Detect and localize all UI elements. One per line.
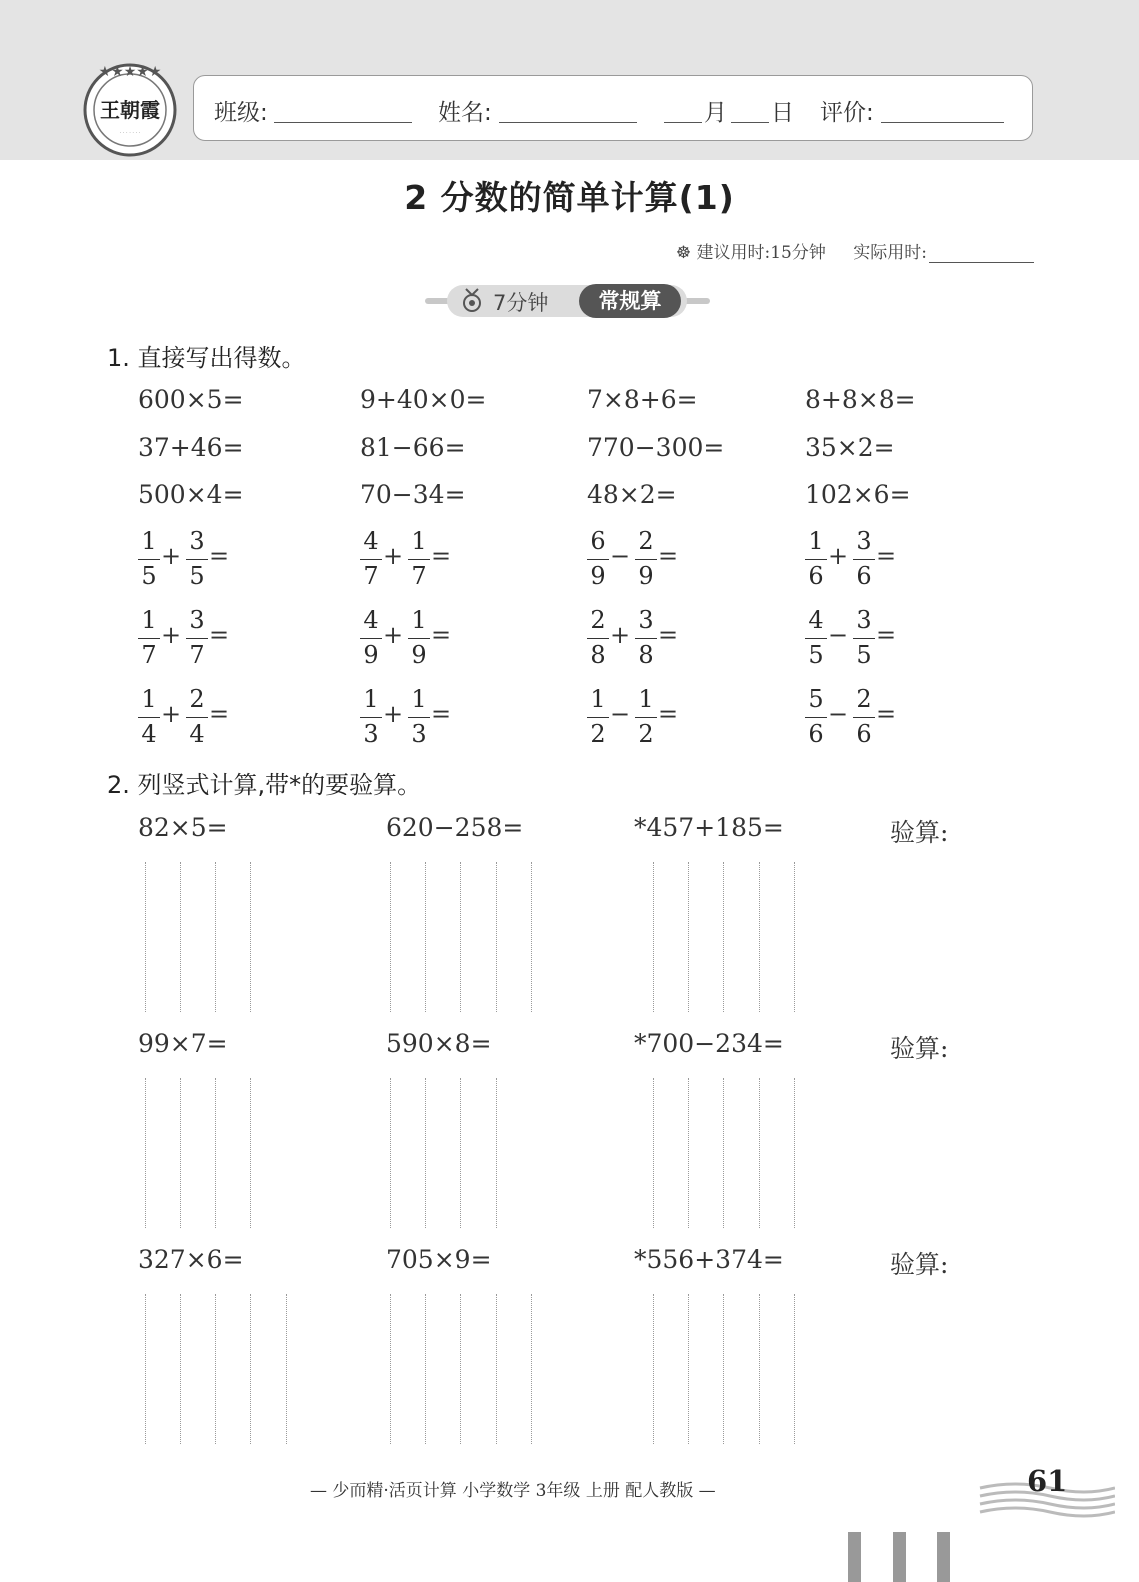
calc-grid-line [531, 862, 532, 1012]
denominator: 3 [363, 720, 379, 748]
numerator: 2 [638, 527, 654, 555]
check-label: 验算: [890, 818, 949, 847]
fraction-problem [359, 606, 469, 672]
vertical-problem: *556+374= [634, 1245, 784, 1274]
arith-problem: 9+40×0= [360, 385, 487, 414]
fraction-bar [408, 638, 430, 639]
calc-grid-line [425, 862, 426, 1012]
numerator: 4 [808, 606, 824, 634]
fraction-problem [586, 685, 696, 751]
denominator: 8 [590, 641, 606, 669]
vertical-problem: 99×7= [138, 1029, 228, 1058]
actual-time-blank[interactable] [929, 244, 1034, 263]
fraction-problem [804, 527, 914, 593]
denominator: 2 [590, 720, 606, 748]
fraction-bar [186, 717, 208, 718]
fraction-problem [137, 606, 247, 672]
calc-grid-line [496, 1078, 497, 1228]
calc-grid-line [460, 1078, 461, 1228]
fraction-bar [587, 559, 609, 560]
calc-grid-line [215, 1078, 216, 1228]
fraction [852, 606, 876, 671]
calc-grid-line [250, 1078, 251, 1228]
class-blank[interactable] [274, 122, 412, 123]
calc-grid-line [460, 1294, 461, 1444]
denominator: 5 [856, 641, 872, 669]
arith-problem: 500×4= [138, 480, 244, 509]
denominator: 5 [808, 641, 824, 669]
calc-grid-line [759, 862, 760, 1012]
calc-grid-line [653, 862, 654, 1012]
denominator: 7 [189, 641, 205, 669]
fraction-bar [186, 638, 208, 639]
fraction-problem [137, 685, 247, 751]
fraction [407, 527, 431, 592]
student-info-box [193, 75, 1033, 141]
equals-sign: = [431, 542, 452, 570]
equals-sign: = [658, 700, 679, 728]
calc-grid-line [653, 1294, 654, 1444]
fraction [359, 685, 383, 750]
operator: + [383, 700, 404, 728]
operator: + [383, 621, 404, 649]
calc-grid-line [653, 1078, 654, 1228]
fraction-bar [805, 717, 827, 718]
denominator: 6 [856, 720, 872, 748]
calc-grid-line [145, 1294, 146, 1444]
fraction [407, 606, 431, 671]
edge-marks [848, 1532, 958, 1582]
day-blank[interactable] [731, 122, 769, 123]
fraction [137, 606, 161, 671]
fraction [586, 527, 610, 592]
fraction-bar [853, 559, 875, 560]
vertical-problem: 705×9= [386, 1245, 492, 1274]
fraction [137, 685, 161, 750]
name-blank[interactable] [499, 122, 637, 123]
equals-sign: = [876, 542, 897, 570]
fraction-problem [359, 685, 469, 751]
numerator: 3 [856, 606, 872, 634]
operator: + [161, 621, 182, 649]
month-label: 月 [704, 100, 727, 126]
arith-problem: 70−34= [360, 480, 466, 509]
calc-grid-line [496, 1294, 497, 1444]
denominator: 9 [590, 562, 606, 590]
arith-problem: 770−300= [587, 433, 725, 462]
fraction-problem [586, 606, 696, 672]
calc-grid-line [759, 1078, 760, 1228]
denominator: 4 [141, 720, 157, 748]
calc-grid-line [794, 1294, 795, 1444]
svg-text:· · · · · · ·: · · · · · · · [119, 130, 141, 136]
fraction-bar [186, 559, 208, 560]
fraction [586, 685, 610, 750]
fraction-bar [853, 638, 875, 639]
numerator: 2 [189, 685, 205, 713]
arith-problem: 8+8×8= [805, 385, 916, 414]
calc-grid-line [180, 1294, 181, 1444]
numerator: 1 [141, 527, 157, 555]
denominator: 5 [189, 562, 205, 590]
fraction-bar [138, 638, 160, 639]
denominator: 2 [638, 720, 654, 748]
operator: + [383, 542, 404, 570]
fraction-bar [635, 717, 657, 718]
operator: + [161, 700, 182, 728]
operator: − [828, 621, 849, 649]
actual-time-label: 实际用时: [853, 243, 927, 263]
month-blank[interactable] [664, 122, 702, 123]
eval-blank[interactable] [881, 122, 1004, 123]
eval-label: 评价: [820, 100, 874, 126]
fraction-bar [805, 638, 827, 639]
vertical-problem: 327×6= [138, 1245, 244, 1274]
denominator: 6 [856, 562, 872, 590]
fraction [852, 685, 876, 750]
time-info [676, 238, 1034, 263]
denominator: 6 [808, 562, 824, 590]
calc-grid-line [723, 1078, 724, 1228]
fraction [804, 606, 828, 671]
calc-grid-line [180, 1078, 181, 1228]
calc-grid-line [215, 1294, 216, 1444]
logo-text: 王朝霞 [100, 98, 160, 122]
fraction-problem [804, 685, 914, 751]
fraction-problem [359, 527, 469, 593]
fraction-bar [587, 638, 609, 639]
denominator: 7 [141, 641, 157, 669]
calc-grid-line [390, 1078, 391, 1228]
arith-problem: 102×6= [805, 480, 911, 509]
fraction [185, 606, 209, 671]
operator: − [610, 700, 631, 728]
arith-problem: 600×5= [138, 385, 244, 414]
calc-grid-line [794, 1078, 795, 1228]
fraction [137, 527, 161, 592]
numerator: 4 [363, 527, 379, 555]
fraction-bar [635, 559, 657, 560]
class-label: 班级: [214, 100, 268, 126]
check-label: 验算: [890, 1034, 949, 1063]
name-label: 姓名: [438, 100, 492, 126]
arith-problem: 37+46= [138, 433, 244, 462]
denominator: 3 [411, 720, 427, 748]
calc-grid-line [390, 1294, 391, 1444]
arith-problem: 35×2= [805, 433, 895, 462]
calc-grid-line [250, 1294, 251, 1444]
calc-grid-line [688, 862, 689, 1012]
denominator: 7 [363, 562, 379, 590]
page-title: 2 分数的简单计算(1) [404, 178, 735, 217]
suggested-time: 建议用时:15分钟 [696, 243, 826, 263]
calc-grid-line [145, 862, 146, 1012]
denominator: 8 [638, 641, 654, 669]
fraction-bar [408, 717, 430, 718]
calc-grid-line [390, 862, 391, 1012]
fraction [185, 685, 209, 750]
calc-grid-line [794, 862, 795, 1012]
denominator: 4 [189, 720, 205, 748]
calc-grid-line [688, 1078, 689, 1228]
publisher-logo [80, 58, 180, 158]
fraction-bar [360, 638, 382, 639]
numerator: 1 [411, 606, 427, 634]
fraction [804, 527, 828, 592]
numerator: 3 [189, 527, 205, 555]
equals-sign: = [431, 700, 452, 728]
fraction [634, 527, 658, 592]
equals-sign: = [209, 621, 230, 649]
fraction [634, 685, 658, 750]
vertical-problem: *700−234= [634, 1029, 784, 1058]
calc-grid-line [496, 862, 497, 1012]
calc-grid-line [723, 1294, 724, 1444]
arith-problem: 48×2= [587, 480, 677, 509]
svg-text:★★★★★: ★★★★★ [98, 64, 162, 80]
numerator: 1 [411, 685, 427, 713]
day-label: 日 [771, 100, 794, 126]
denominator: 5 [141, 562, 157, 590]
denominator: 9 [363, 641, 379, 669]
calc-grid-line [531, 1294, 532, 1444]
numerator: 6 [590, 527, 606, 555]
calc-grid-line [425, 1078, 426, 1228]
fraction-bar [853, 717, 875, 718]
numerator: 1 [590, 685, 606, 713]
vertical-problem: 620−258= [386, 813, 524, 842]
equals-sign: = [658, 542, 679, 570]
calc-grid-line [286, 1294, 287, 1444]
calc-grid-line [425, 1294, 426, 1444]
calc-grid-line [460, 862, 461, 1012]
calc-grid-line [688, 1294, 689, 1444]
fraction-problem [804, 606, 914, 672]
badge-tag: 常规算 [579, 284, 681, 318]
numerator: 5 [808, 685, 824, 713]
numerator: 3 [638, 606, 654, 634]
fraction-bar [587, 717, 609, 718]
calc-grid-line [180, 862, 181, 1012]
clock-icon: ☸ [675, 243, 692, 263]
calc-grid-line [215, 862, 216, 1012]
badge-time: 7分钟 [493, 291, 549, 315]
numerator: 1 [638, 685, 654, 713]
numerator: 2 [590, 606, 606, 634]
numerator: 1 [808, 527, 824, 555]
denominator: 9 [411, 641, 427, 669]
equals-sign: = [209, 700, 230, 728]
fraction [359, 606, 383, 671]
fraction-bar [805, 559, 827, 560]
operator: − [610, 542, 631, 570]
equals-sign: = [431, 621, 452, 649]
fraction-bar [138, 717, 160, 718]
operator: + [161, 542, 182, 570]
fraction [634, 606, 658, 671]
fraction [804, 685, 828, 750]
equals-sign: = [658, 621, 679, 649]
numerator: 1 [141, 685, 157, 713]
equals-sign: = [209, 542, 230, 570]
page-number: 61 [1027, 1464, 1068, 1498]
fraction [185, 527, 209, 592]
calc-grid-line [250, 862, 251, 1012]
denominator: 6 [808, 720, 824, 748]
fraction-bar [635, 638, 657, 639]
fraction-bar [408, 559, 430, 560]
calc-grid-line [759, 1294, 760, 1444]
calc-grid-line [145, 1078, 146, 1228]
fraction-problem [586, 527, 696, 593]
vertical-problem: 590×8= [386, 1029, 492, 1058]
numerator: 1 [411, 527, 427, 555]
denominator: 9 [638, 562, 654, 590]
fraction [407, 685, 431, 750]
check-label: 验算: [890, 1250, 949, 1279]
fraction-bar [360, 559, 382, 560]
vertical-problem: 82×5= [138, 813, 228, 842]
fraction [586, 606, 610, 671]
numerator: 1 [363, 685, 379, 713]
fraction [852, 527, 876, 592]
fraction [359, 527, 383, 592]
calc-grid-line [723, 862, 724, 1012]
question-1-title: 1. 直接写出得数。 [107, 344, 306, 372]
equals-sign: = [876, 700, 897, 728]
numerator: 3 [856, 527, 872, 555]
vertical-problem: *457+185= [634, 813, 784, 842]
footer-text: — 少而精·活页计算 小学数学 3年级 上册 配人教版 — [310, 1481, 716, 1501]
numerator: 3 [189, 606, 205, 634]
fraction-bar [360, 717, 382, 718]
numerator: 1 [141, 606, 157, 634]
arith-problem: 81−66= [360, 433, 466, 462]
arith-problem: 7×8+6= [587, 385, 698, 414]
fraction-bar [138, 559, 160, 560]
question-2-title: 2. 列竖式计算,带*的要验算。 [107, 771, 422, 799]
denominator: 7 [411, 562, 427, 590]
operator: − [828, 700, 849, 728]
fraction-problem [137, 527, 247, 593]
operator: + [610, 621, 631, 649]
numerator: 4 [363, 606, 379, 634]
equals-sign: = [876, 621, 897, 649]
operator: + [828, 542, 849, 570]
numerator: 2 [856, 685, 872, 713]
